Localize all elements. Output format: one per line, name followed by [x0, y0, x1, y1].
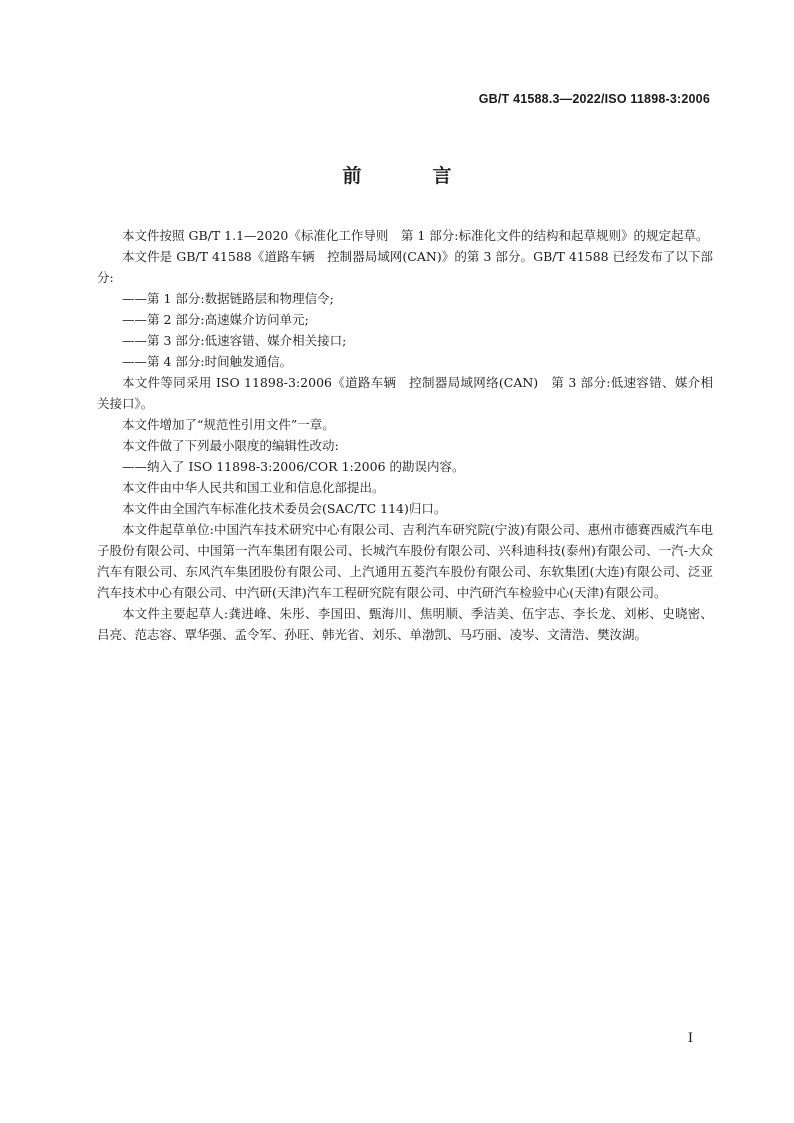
paragraph-proposed-by: 本文件由中华人民共和国工业和信息化部提出。	[122, 480, 385, 495]
paragraph-main-drafters: 本文件主要起草人:龚进峰、朱彤、李国田、甄海川、焦明顺、季洁美、伍宇志、李长龙、刘彬、史晓密、吕亮、范志容、覃华强、孟令军、孙旺、韩光省、刘乐、单渤凯、马巧丽、凌岑、文清浩、樊汝湖。	[97, 606, 713, 642]
list-item-part-1: ——第 1 部分:数据链路层和物理信令;	[122, 291, 334, 306]
paragraph-editorial-changes: 本文件做了下列最小限度的编辑性改动:	[122, 438, 339, 453]
paragraph-under-jurisdiction: 本文件由全国汽车标准化技术委员会(SAC/TC 114)归口。	[122, 501, 447, 516]
page-number: I	[687, 1031, 693, 1046]
list-item-corrigendum: ——纳入了 ISO 11898-3:2006/COR 1:2006 的勘误内容。	[122, 459, 465, 474]
paragraph-drafting-units: 本文件起草单位:中国汽车技术研究中心有限公司、吉利汽车研究院(宁波)有限公司、惠州市德赛西威汽车电子股份有限公司、中国第一汽车集团有限公司、长城汽车股份有限公司、兴科迪科技(泰州)有限公司、一汽-大众汽车有限公司、东风汽车集团股份有限公司、上汽通用五菱汽车股份有限公司、东软集团(大连)有限公司、泛亚汽车技术中心有限公司、中汽研(天津)汽车工程研究院有限公司、中汽研汽车检验中心(天津)有限公司。	[97, 522, 713, 600]
list-item-part-4: ——第 4 部分:时间触发通信。	[122, 354, 293, 369]
page-title: 前 言	[342, 165, 478, 187]
paragraph-added-chapter: 本文件增加了“规范性引用文件”一章。	[122, 417, 335, 432]
document-body	[97, 225, 713, 645]
list-item-part-3: ——第 3 部分:低速容错、媒介相关接口;	[122, 333, 347, 348]
list-item-part-2: ——第 2 部分:高速媒介访问单元;	[122, 312, 309, 327]
standard-code: GB/T 41588.3—2022/ISO 11898-3:2006	[478, 92, 710, 106]
paragraph-equivalent-iso: 本文件等同采用 ISO 11898-3:2006《道路车辆 控制器局域网络(CAN) 第 3 部分:低速容错、媒介相关接口》。	[97, 375, 713, 411]
paragraph-part-of-series: 本文件是 GB/T 41588《道路车辆 控制器局域网(CAN)》的第 3 部分。GB/T 41588 已经发布了以下部分:	[97, 249, 713, 285]
paragraph-drafting-rules: 本文件按照 GB/T 1.1—2020《标准化工作导则 第 1 部分:标准化文件的结构和起草规则》的规定起草。	[122, 228, 709, 243]
